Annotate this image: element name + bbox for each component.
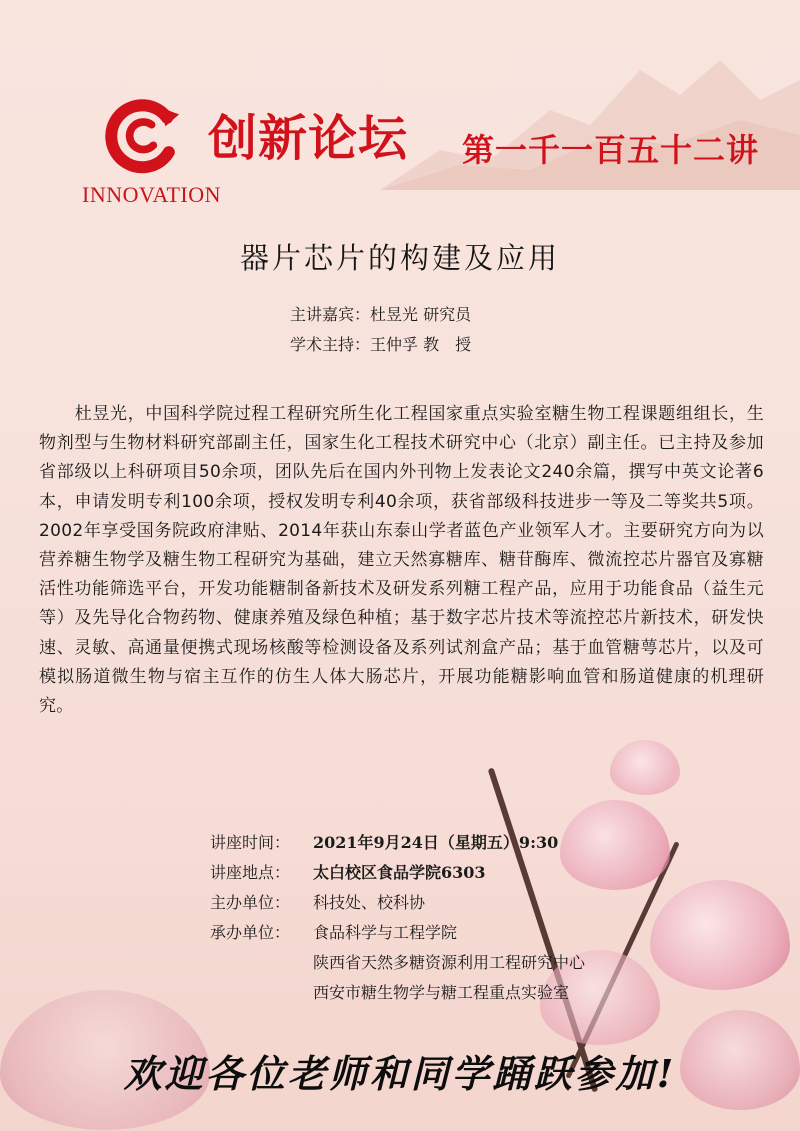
host-row: [290, 330, 471, 360]
organizer-row: [210, 888, 585, 918]
lecture-info: [210, 828, 585, 1008]
speaker-name: 杜昱光 研究员: [370, 305, 472, 324]
co-organizer-3: 西安市糖生物学与糖工程重点实验室: [313, 983, 570, 1002]
co-organizer-2: 陕西省天然多糖资源利用工程研究中心: [313, 953, 586, 972]
host-name: 王仲孚 教 授: [370, 335, 472, 354]
time-row: [210, 828, 585, 858]
innovation-logo-icon: [100, 92, 186, 178]
lecture-title: 器片芯片的构建及应用: [239, 241, 560, 275]
co-organizer-1: 食品科学与工程学院: [313, 923, 458, 942]
forum-brand: 创新论坛: [208, 110, 409, 167]
people-block: [290, 300, 471, 360]
host-label: 学术主持：: [290, 335, 371, 354]
lecture-number: 第一千一百五十二讲: [462, 131, 760, 169]
organizer-label: 主办单位：: [210, 893, 291, 912]
time-value: 2021年9月24日（星期五）9:30: [313, 833, 559, 852]
speaker-row: [290, 300, 471, 330]
speaker-label: 主讲嘉宾：: [290, 305, 371, 324]
speaker-bio: 杜昱光，中国科学院过程工程研究所生化工程国家重点实验室糖生物工程课题组组长，生物剂型与生物材料研究部副主任，国家生化工程技术研究中心（北京）副主任。已主持及参加省部级以上科研项目50余项，团队先后在国内外刊物上发表论文240余篇，撰写中英文论著6本，申请发明专利100余项，授权发明专利40余项，获省部级科技进步一等及二等奖共5项。2002年享受国务院政府津贴、2014年获山东泰山学者蓝色产业领军人才。主要研究方向为以营养糖生物学及糖生物工程研究为基础，建立天然寡糖库、糖苷酶库、微流控芯片器官及寡糖活性功能筛选平台，开发功能糖制备新技术及研发系列糖工程产品，应用于功能食品（益生元等）及先导化合物药物、健康养殖及绿色种植；基于数字芯片技术等流控芯片新技术，研发快速、灵敏、高通量便携式现场核酸等检测设备及系列试剂盒产品；基于血管糖萼芯片，以及可模拟肠道微生物与宿主互作的仿生人体大肠芯片，开展功能糖影响血管和肠道健康的机理研究。: [39, 404, 764, 717]
place-label: 讲座地点：: [210, 863, 291, 882]
logo-text: INNOVATION: [82, 182, 222, 207]
welcome-slogan: 欢迎各位老师和同学踊跃参加!: [123, 1051, 677, 1096]
place-value: 太白校区食品学院6303: [313, 863, 486, 882]
co-organizer-row: [210, 918, 585, 948]
organizer-value: 科技处、校科协: [313, 893, 426, 912]
co-organizer-label: 承办单位：: [210, 923, 291, 942]
time-label: 讲座时间：: [210, 833, 291, 852]
place-row: [210, 858, 585, 888]
